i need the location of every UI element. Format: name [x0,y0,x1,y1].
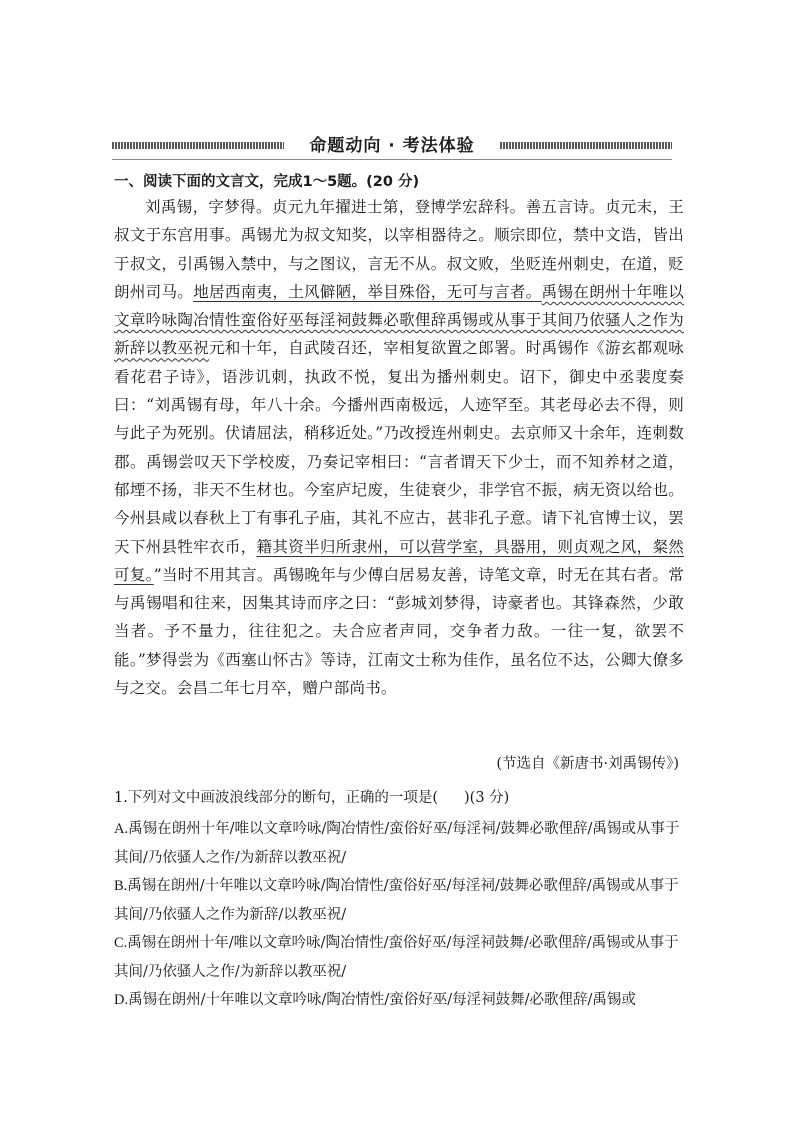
question-stem-before: 1.下列对文中画波浪线部分的断句，正确的一项是( [114,790,438,806]
option-c[interactable] [114,929,684,986]
question-options [114,815,684,1015]
option-text: 禹锡在朗州/十年唯以文章吟咏/陶冶情性/蛮俗好巫/每淫祠/鼓舞必歌俚辞/禹锡或从事于其间/乃依骚人之作为新辞/以教巫祝/ [114,878,679,923]
passage-part-2: 元和十年，自武陵召还，宰相复欲置之郎署。时禹锡作《游玄都观咏看花君子诗》，语涉讥刺，执政不悦，复出为播州刺史。诏下，御史中丞裴度奏曰：“刘禹锡有母，年八十余。今播州西南极远，人迹罕至。其老母必去不得，则与此子为死别。伏请屈法，稍移近处。”乃改授连州刺史。去京师又十余年，连刺数郡。禹锡尝叹天下学校废，乃奏记宰相曰：“言者谓天下少士，而不知养材之道，郁堙不扬，非天不生材也。今室庐圮废，生徒衰少，非学官不振，病无资以给也。今州县咸以春秋上丁有事孔子庙，其礼不应古，甚非孔子意。请下礼官博士议，罢天下州县牲牢衣币， [114,339,684,556]
banner-rule [112,159,672,160]
passage-wavy-segment: 禹锡在朗州十年唯以文章吟咏陶冶情性蛮俗好巫每淫祠鼓舞必歌俚辞禹锡或从事于其间乃依骚人之作为新辞以教巫祝 [114,282,684,358]
section-banner [112,134,672,160]
question-stem-after: )(3 分) [464,790,510,806]
option-text: 禹锡在朗州十年/唯以文章吟咏/陶冶情性/蛮俗好巫/每淫祠鼓舞/必歌俚辞/禹锡或从事于其间/乃依骚人之作/为新辞以教巫祝/ [114,935,679,980]
option-b[interactable] [114,872,684,929]
passage-source: (节选自《新唐书·刘禹锡传》) [496,756,679,772]
banner-title: 命题动向 · 考法体验 [112,134,672,158]
question-1-stem [114,786,684,810]
passage-part-3: ”当时不用其言。禹锡晚年与少傅白居易友善，诗笔文章，时无在其右者。常与禹锡唱和往来，因集其诗而序之曰：“彭城刘梦得，诗豪者也。其锋森然，少敢当者。予不量力，往往犯之。夫合应者声同，交争者力敌。一往一复，欲罢不能。”梦得尝为《西塞山怀古》等诗，江南文士称为佳作，虽名位不达，公卿大僚多与之交。会昌二年七月卒，赠户部尚书。 [114,565,684,698]
passage-underlined-2: 籍其资半归所隶州，可以营学室，具器用，则贞观之风，粲然可复。 [114,537,684,584]
passage-underlined-1: 地居西南夷，土风僻陋，举目殊俗，无可与言者。 [193,282,542,301]
passage-part-1: 刘禹锡，字梦得。贞元九年擢进士第，登博学宏辞科。善五言诗。贞元末，王叔文于东宫用事。禹锡尤为叔文知奖，以宰相器待之。顺宗即位，禁中文诰，皆出于叔文，引禹锡入禁中，与之图议，言无不从。叔文败，坐贬连州刺史，在道，贬朗州司马。 [114,198,684,301]
option-label: D. [114,992,129,1008]
option-a[interactable] [114,815,684,872]
option-label: B. [114,878,128,894]
option-d[interactable] [114,986,684,1015]
option-text: 禹锡在朗州十年/唯以文章吟咏/陶冶情性/蛮俗好巫/每淫祠/鼓舞必歌俚辞/禹锡或从事于其间/乃依骚人之作/为新辞以教巫祝/ [114,821,680,866]
classical-passage [114,193,684,702]
option-label: A. [114,821,129,837]
option-text: 禹锡在朗州/十年唯以文章吟咏/陶冶情性/蛮俗好巫/每淫祠鼓舞/必歌俚辞/禹锡或 [128,992,636,1008]
section-heading: 一、阅读下面的文言文，完成1～5题。(20 分) [114,174,420,190]
option-label: C. [114,935,128,951]
